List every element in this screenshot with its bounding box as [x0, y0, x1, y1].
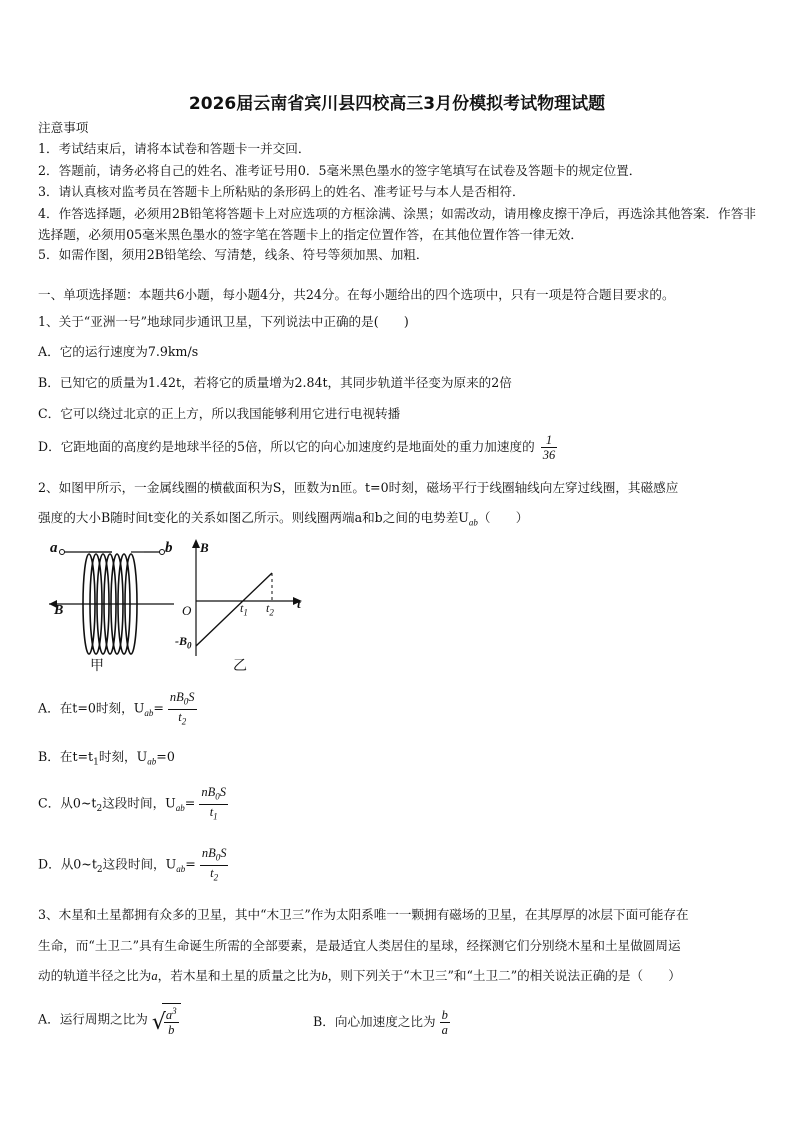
- q3b-fraction: [440, 1008, 450, 1037]
- q2d-pre: D．从0~t: [38, 856, 97, 872]
- graph-tick-B0: [175, 634, 192, 650]
- notice-heading: 注意事项: [38, 120, 89, 135]
- q3-line3-a: a: [151, 969, 158, 983]
- graph-axis-B: B: [200, 540, 209, 555]
- B0-sub: 0: [187, 640, 192, 651]
- fraction-numerator: 1: [545, 433, 553, 447]
- q3-option-a: [38, 1003, 181, 1037]
- notice-item-1: 1．考试结束后，请将本试卷和答题卡一并交回．: [38, 141, 311, 156]
- q2-stem-line2: [38, 509, 528, 532]
- q2a-pre: A．在t=0时刻，U: [38, 700, 145, 716]
- q3-line3-pre: 动的轨道半径之比为: [38, 968, 152, 983]
- q2d-sub: ab: [176, 864, 186, 875]
- den-text: t: [209, 804, 214, 819]
- notice-item-4: 4．作答选择题，必须用2B铅笔将答题卡上对应选项的方框涂满、涂黑；如需改动，请用橡皮擦干净后，再选涂其他答案．作答非选择题，必须用05毫米黑色墨水的签字笔在答题卡上的指定位置作答，在其他位置作答一律无效．: [38, 206, 756, 242]
- q2b-pre: B．在t=t: [38, 749, 94, 764]
- num-text: a: [165, 1008, 173, 1023]
- q2c-mid: 这段时间，U: [102, 795, 176, 811]
- num-text: nB: [201, 785, 216, 799]
- q2-stem-sub: ab: [468, 517, 478, 528]
- num-text: nB: [201, 846, 216, 860]
- q2-option-d: [38, 846, 228, 884]
- coil-label-a: a: [50, 540, 58, 556]
- q3-stem-line1: 3、木星和土星都拥有众多的卫星，其中“木卫三”作为太阳系唯一一颗拥有磁场的卫星，在其厚厚的冰层下面可能存在: [38, 907, 689, 922]
- notice-item-2: 2．答题前，请务必将自己的姓名、准考证号用0．5毫米黑色墨水的签字笔填写在试卷及答题卡的规定位置．: [38, 163, 642, 178]
- q1-option-d-text: D．它距地面的高度约是地球半径的5倍，所以它的向心加速度约是地面处的重力加速度的: [38, 439, 535, 454]
- num-sub: 0: [183, 696, 189, 707]
- t2-sub: 2: [269, 607, 274, 618]
- q2-option-b: [38, 748, 175, 772]
- q2c-eq: =: [184, 795, 196, 811]
- den-text: t: [210, 865, 214, 880]
- q2d-mid: 这段时间，U: [102, 856, 177, 872]
- q2a-fraction: [168, 690, 197, 728]
- radical-sign: √: [151, 1010, 166, 1035]
- q1-stem: 1、关于“亚洲一号”地球同步通讯卫星，下列说法中正确的是( ): [38, 314, 409, 329]
- figure-jia-caption: 甲: [90, 658, 104, 674]
- q3-stem-line2: 生命，而“土卫二”具有生命诞生所需的全部要素，是最适宜人类居住的星球，经探测它们分别绕木星和土星做圆周运: [38, 938, 681, 953]
- graph-tick-t1: [240, 601, 248, 617]
- fraction-denominator: [168, 709, 197, 729]
- fraction-denominator: a: [441, 1023, 448, 1037]
- den-text: t: [178, 709, 182, 724]
- q2a-eq: =: [153, 700, 164, 716]
- fraction-numerator: [168, 690, 197, 709]
- coil-label-B: B: [54, 603, 64, 618]
- q1-option-c: C．它可以绕过北京的正上方，所以我国能够利用它进行电视转播: [38, 406, 401, 421]
- num-text: nB: [169, 690, 184, 704]
- fraction-denominator: [200, 865, 229, 885]
- den-sub: 1: [213, 811, 218, 821]
- graph-tick-t2: [266, 601, 274, 617]
- q3-stem-line3: [38, 967, 681, 985]
- q1-option-d: [38, 433, 557, 462]
- section-heading: 一、单项选择题：本题共6小题，每小题4分，共24分。在每小题给出的四个选项中，只有一项是符合题目要求的。: [38, 287, 675, 302]
- q2-stem-text: 强度的大小B随时间t变化的关系如图乙所示。则线圈两端a和b之间的电势差U: [38, 510, 469, 525]
- q3-line3-mid: ，若木星和土星的质量之比为: [157, 968, 322, 983]
- q1-option-d-fraction: [541, 433, 558, 462]
- num-end: S: [219, 785, 226, 799]
- fraction-numerator: b: [441, 1008, 448, 1022]
- q3a-pre: A．运行周期之比为: [38, 1011, 148, 1027]
- figure-yi-caption: 乙: [233, 658, 247, 674]
- notice-item-5: 5．如需作图，须用2B铅笔绘、写清楚，线条、符号等须加黑、加粗．: [38, 247, 429, 262]
- fraction-denominator: 36: [542, 448, 556, 462]
- q3a-sqrt: [152, 1003, 181, 1037]
- num-sub: 0: [215, 852, 221, 863]
- B0-text: -B: [175, 634, 187, 648]
- figure-coil: [44, 536, 184, 671]
- den-sub: 2: [181, 716, 187, 726]
- q3-line3-b: b: [321, 969, 328, 983]
- num-end: S: [220, 846, 227, 860]
- fraction-numerator: [200, 846, 229, 865]
- num-sub: 0: [215, 791, 220, 802]
- q2b-pre-sub: 1: [93, 757, 99, 768]
- q2c-pre-sub: 2: [96, 804, 103, 815]
- num-sup: 3: [172, 1006, 177, 1016]
- fraction-numerator: [164, 1004, 179, 1022]
- fraction-numerator: [199, 785, 228, 804]
- q2d-pre-sub: 2: [96, 865, 103, 876]
- graph-origin: O: [182, 603, 192, 618]
- q3-option-b: [313, 1008, 450, 1037]
- den-sub: 2: [213, 872, 219, 882]
- q2-option-c: [38, 785, 228, 823]
- q3b-pre: B．向心加速度之比为: [313, 1014, 436, 1029]
- q2b-end: =0: [156, 749, 175, 764]
- q1-option-a: A．它的运行速度为7.9km/s: [38, 344, 199, 359]
- t1-sub: 1: [243, 607, 248, 618]
- q2d-eq: =: [185, 856, 196, 872]
- q2c-pre: C．从0~t: [38, 795, 97, 811]
- q3-line3-end: ，则下列关于“木卫三”和“土卫二”的相关说法正确的是（ ）: [327, 968, 681, 983]
- q1-option-b: B．已知它的质量为1.42t，若将它的质量增为2.84t，其同步轨道半径变为原来的2倍: [38, 375, 512, 390]
- fraction-denominator: b: [164, 1022, 179, 1037]
- num-end: S: [188, 690, 195, 704]
- graph-axis-t: t: [297, 596, 301, 611]
- q2-option-a: [38, 690, 197, 728]
- coil-label-b: b: [165, 540, 173, 556]
- notice-item-3: 3．请认真核对监考员在答题卡上所粘贴的条形码上的姓名、准考证号与本人是否相符．: [38, 184, 525, 199]
- q2b-sub: ab: [147, 756, 157, 767]
- q2-stem-line1: 2、如图甲所示，一金属线圈的横截面积为S，匝数为n匝。t=0时刻，磁场平行于线圈轴线向左穿过线圈，其磁感应: [38, 480, 679, 495]
- q2-stem-end: （ ）: [477, 510, 529, 525]
- fraction-denominator: [199, 804, 228, 824]
- q2c-sub: ab: [175, 803, 185, 814]
- t1-text: t: [240, 601, 244, 615]
- t2-text: t: [266, 601, 270, 615]
- q2d-fraction: [200, 846, 229, 884]
- q2a-sub: ab: [144, 708, 154, 719]
- q2b-mid: 时刻，U: [98, 749, 148, 764]
- q2c-fraction: [199, 785, 228, 823]
- page-title: 2026届云南省宾川县四校高三3月份模拟考试物理试题: [188, 94, 606, 114]
